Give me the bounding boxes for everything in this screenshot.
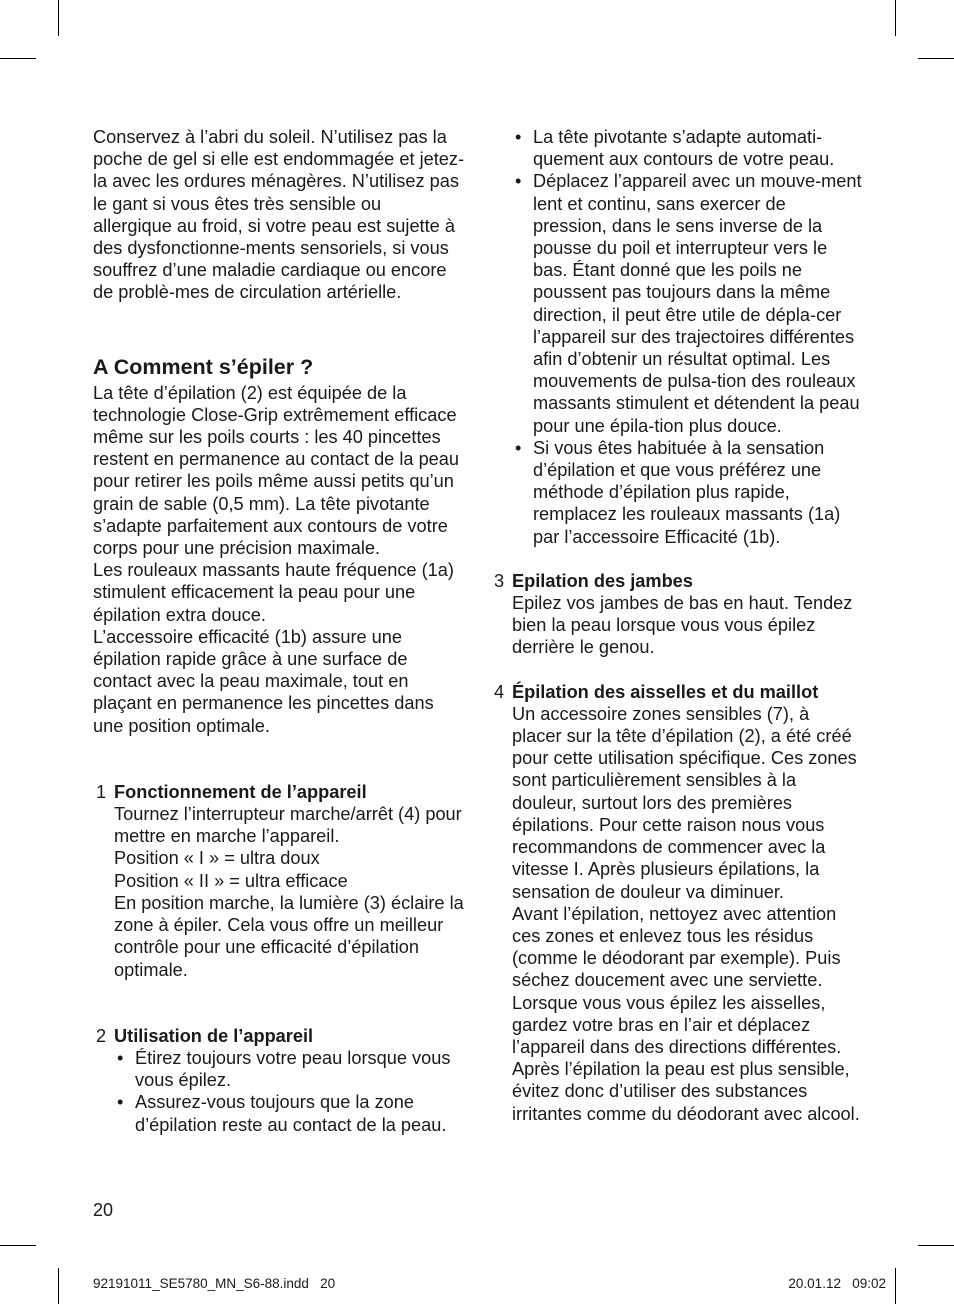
bullet-icon: • [117,1092,124,1113]
print-slug-file: 92191011_SE5780_MN_S6-88.indd 20 [93,1276,336,1291]
bullet-list [491,126,863,548]
numbered-section-1 [93,781,465,981]
crop-mark [895,1268,896,1304]
body-paragraph: La tête d’épilation (2) est équipée de la technologie Close-Grip extrêmement efficace même sur les poils courts : les 40 pincettes restent en permanence au contact de la peau pour retirer les poils même aussi petits qu’un grain de sable (0,5 mm). La tête pivotante s’adapte parfaitement aux contours de votre corps pour une précision maximale. [93,382,460,559]
crop-mark [58,1268,59,1304]
bullet-icon: • [515,437,522,458]
section-number: 1 [96,781,107,802]
section-text: Epilez vos jambes de bas en haut. Tendez bien la peau lorsque vous vous épilez derrière le genou. [512,593,853,658]
bullet-list [114,1047,465,1136]
intro-paragraph: Conservez à l’abri du soleil. N’utilisez pas la poche de gel si elle est endommagée et jetez-la avec les ordures ménagères. N’utilisez pas le gant si vous êtes très sensible ou allergique au froid, si votre peau est sujette à des dysfonctionne-ments sensoriels, si vous souffrez d’une maladie cardiaque ou encore de problè-mes de circulation artérielle. [93,127,465,303]
bullet-icon: • [515,127,522,147]
crop-mark [58,0,59,36]
section-title: Utilisation de l’appareil [114,1025,314,1046]
section-title: Epilation des jambes [512,570,693,591]
section-text: En position marche, la lumière (3) éclaire la zone à épiler. Cela vous offre un meilleur contrôle pour une efficacité d’épilation optimale. [114,892,464,980]
section-heading: A Comment s’épiler ? [93,354,314,379]
bullet-icon: • [515,171,522,192]
crop-mark [918,58,954,59]
list-item: • Déplacez l’appareil avec un mouve-ment lent et continu, sans exercer de pression, dans le sens inverse de la pousse du poil et interrupteur vers le bas. Étant donné que les poils ne poussent pas toujours dans la même direction, il peut être utile de dépla-cer l’appareil sur des trajectoires différentes afin d’obtenir un résultat optimal. Les mouvements de pulsa-tion des rouleaux massants stimulent et détendent la peau pour une épila-tion plus douce. [515,171,862,436]
body-paragraph: L’accessoire efficacité (1b) assure une épilation rapide grâce à une surface de contact avec la peau maximale, tout en plaçant en permanence les pincettes dans une position optimale. [93,626,434,736]
body-paragraph: Les rouleaux massants haute fréquence (1a) stimulent efficacement la peau pour une épilation extra douce. [93,560,454,625]
numbered-section-4 [491,681,863,1125]
crop-mark [895,0,896,36]
section-text: Tournez l’interrupteur marche/arrêt (4) pour mettre en marche l’appareil. [114,804,462,847]
numbered-section-3 [491,570,863,659]
section-text: Avant l’épilation, nettoyez avec attention ces zones et enlevez tous les résidus (comme le déodorant par exemple). Puis séchez doucement avec une serviette. Lorsque vous vous épilez les aisselles, gardez votre bras en l’air et déplacez l’appareil dans des directions différentes. Après l’épilation la peau est plus sensible, évitez donc d’utiliser des substances irritantes comme du déodorant avec alcool. [512,903,860,1124]
print-slug-date: 20.01.12 09:02 [788,1276,886,1291]
list-item: • Étirez toujours votre peau lorsque vous vous épilez. [117,1047,451,1091]
section-text: Un accessoire zones sensibles (7), à placer sur la tête d’épilation (2), a été créé pour cette utilisation spécifique. Ces zones sont particulièrement sensibles à la douleur, surtout lors des premières épilations. Pour cette raison nous vous recommandons de commencer avec la vitesse I. Après plusieurs épilations, la sensation de douleur va diminuer. [512,703,857,902]
right-column [491,126,863,1125]
section-title: Fonctionnement de l’appareil [114,781,367,802]
crop-mark [0,58,36,59]
section-number: 2 [96,1025,107,1046]
crop-mark [918,1245,954,1246]
section-text: Position « II » = ultra efficace [114,870,348,891]
list-item: • Si vous êtes habituée à la sensation d’épilation et que vous préférez une méthode d’épilation plus rapide, remplacez les rouleaux massants (1a) par l’accessoire Efficacité (1b). [515,437,841,547]
crop-mark [0,1245,36,1246]
section-text: Position « I » = ultra doux [114,848,320,869]
page-number: 20 [93,1200,114,1220]
section-number: 4 [494,681,505,702]
list-item: • La tête pivotante s’adapte automati-quement aux contours de votre peau. [515,127,835,170]
section-number: 3 [494,570,505,591]
numbered-section-2 [93,1025,465,1136]
bullet-icon: • [117,1047,124,1068]
section-title: Épilation des aisselles et du maillot [512,681,819,702]
list-item: • Assurez-vous toujours que la zone d’épilation reste au contact de la peau. [117,1092,447,1135]
left-column [93,126,465,1136]
